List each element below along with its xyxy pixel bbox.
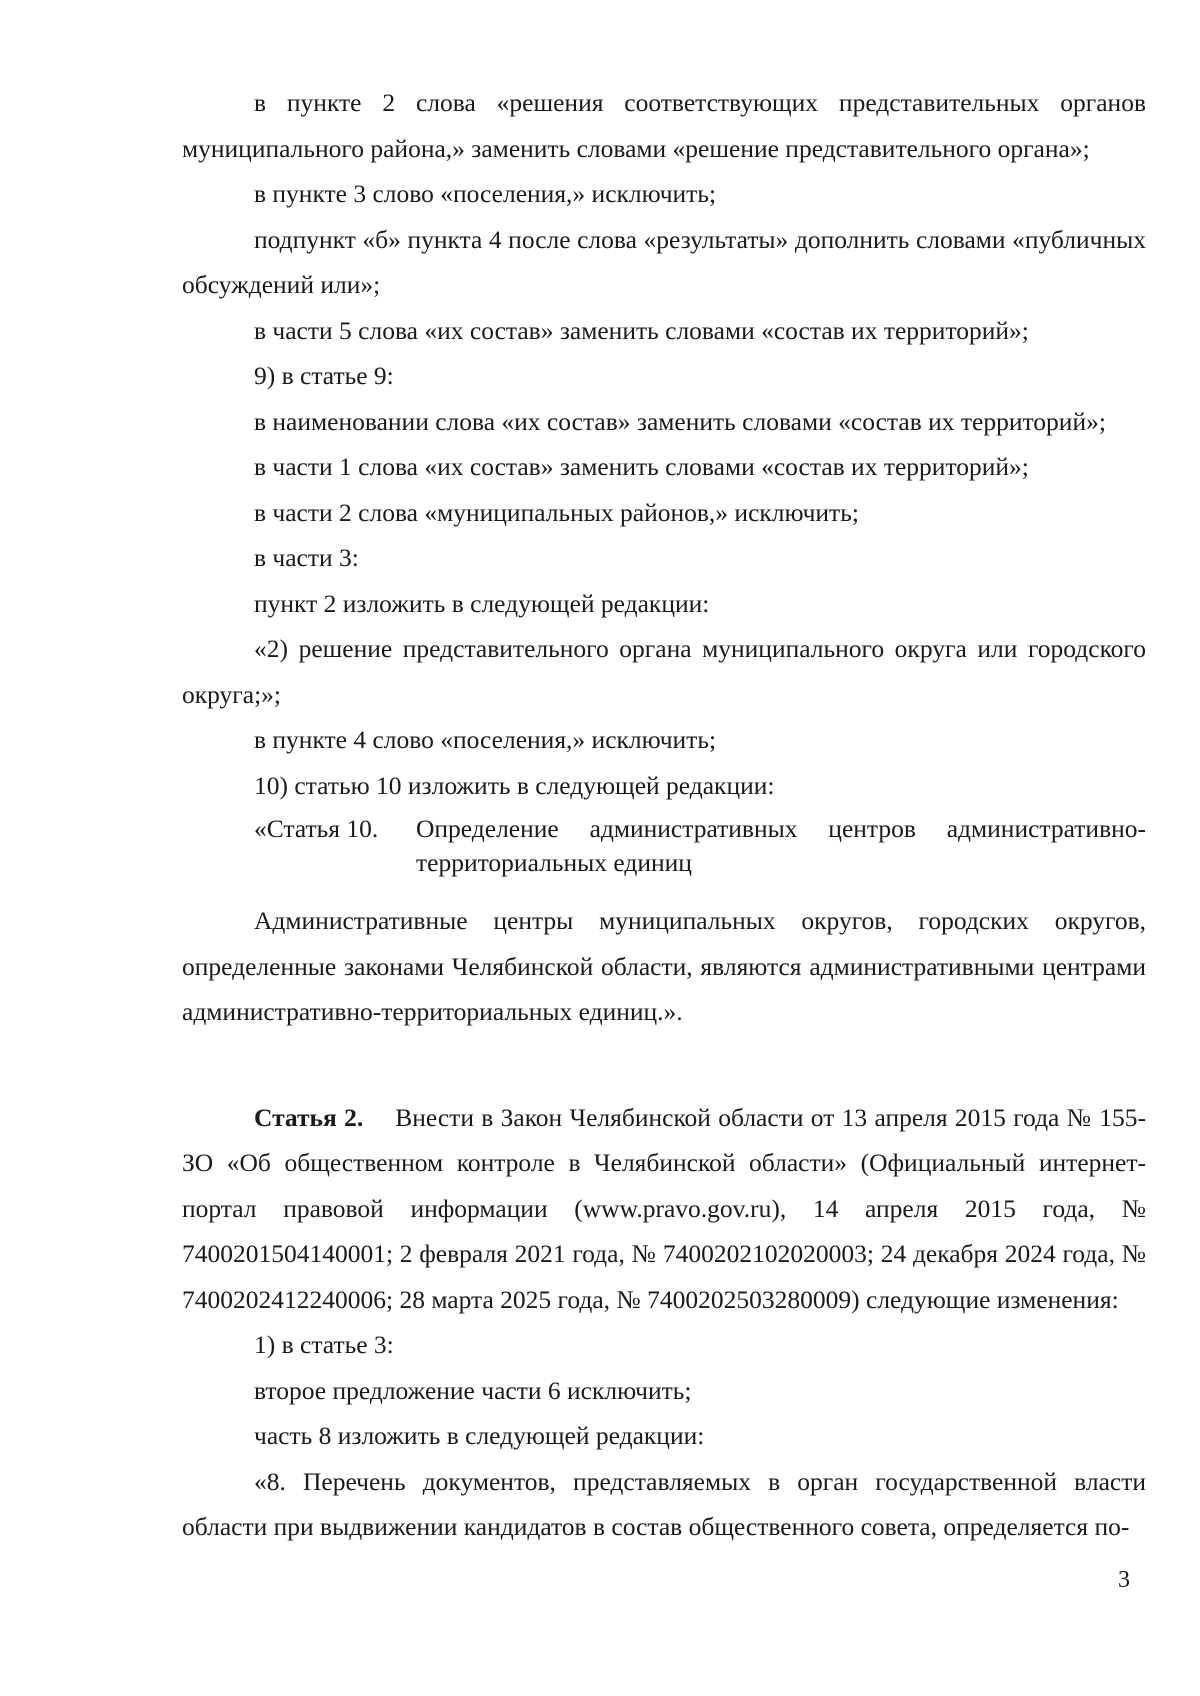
paragraph: «2) решение представительного органа муниципального округа или городского округа;»; — [182, 634, 1146, 709]
paragraph: 10) статью 10 изложить в следующей редакции: — [254, 770, 775, 800]
article-10-title — [416, 812, 1146, 880]
paragraph: в наименовании слова «их состав» заменить словами «состав их территорий»; — [254, 406, 1106, 436]
paragraph: «8. Перечень документов, представляемых в орган государственной власти области при выдвижении кандидатов в состав общественного совета, определяется по- — [182, 1466, 1146, 1541]
article-2-intro-paragraph — [182, 1095, 1146, 1323]
article-10-number: «Статья 10. — [254, 814, 379, 843]
paragraph: в части 1 слова «их состав» заменить словами «состав их территорий»; — [254, 452, 1029, 481]
paragraph: подпункт «б» пункта 4 после слова «результаты» дополнить словами «публичных обсуждений или»; — [182, 224, 1146, 299]
paragraph: в пункте 4 слово «поселения,» исключить; — [254, 725, 717, 754]
paragraph: второе предложение части 6 исключить; — [254, 1375, 692, 1405]
article-10-body: Административные центры муниципальных округов, городских округов, определенные законами Челябинской области, являются административными центрами административно-территориальных единиц.». — [182, 906, 1146, 1026]
paragraph: в пункте 2 слова «решения соответствующих представительных органов муниципального района,» заменить словами «решение представительного органа»; — [182, 88, 1146, 163]
paragraph: в части 2 слова «муниципальных районов,» исключить; — [254, 497, 859, 527]
article-2-intro: Внести в Закон Челябинской области от 13 апреля 2015 года № 155-ЗО «Об общественном контроле в Челябинской области» (Официальный интернет-портал правовой информации (www.pravo.gov.ru), 14 апреля 2015 года, № 7400201504140001; 2 февраля 2021 года, № 7400202102020003; 24 декабря 2024 года, № 7400202412240006; 28 марта 2025 года, № 7400202503280009) следующие изменения: — [182, 1102, 1146, 1314]
paragraph: в части 3: — [254, 543, 359, 572]
document-body — [182, 80, 1146, 1550]
paragraph: 1) в статье 3: — [254, 1330, 394, 1359]
paragraph: в пункте 3 слово «поселения,» исключить; — [254, 179, 717, 208]
paragraph: пункт 2 изложить в следующей редакции: — [254, 588, 710, 618]
paragraph: в части 5 слова «их состав» заменить словами «состав их территорий»; — [254, 315, 1029, 345]
page-number: 3 — [1118, 1567, 1130, 1593]
paragraph: 9) в статье 9: — [254, 361, 394, 390]
paragraph: часть 8 изложить в следующей редакции: — [254, 1421, 705, 1450]
spacer — [182, 884, 1146, 898]
article-10-heading — [182, 808, 1146, 884]
article-10-title-line2: территориальных единиц — [416, 848, 692, 877]
spacer — [182, 1035, 1146, 1095]
article-10-title-line1: Определение административных центров административно- — [416, 814, 1146, 843]
article-2-label: Статья 2. — [254, 1102, 364, 1132]
